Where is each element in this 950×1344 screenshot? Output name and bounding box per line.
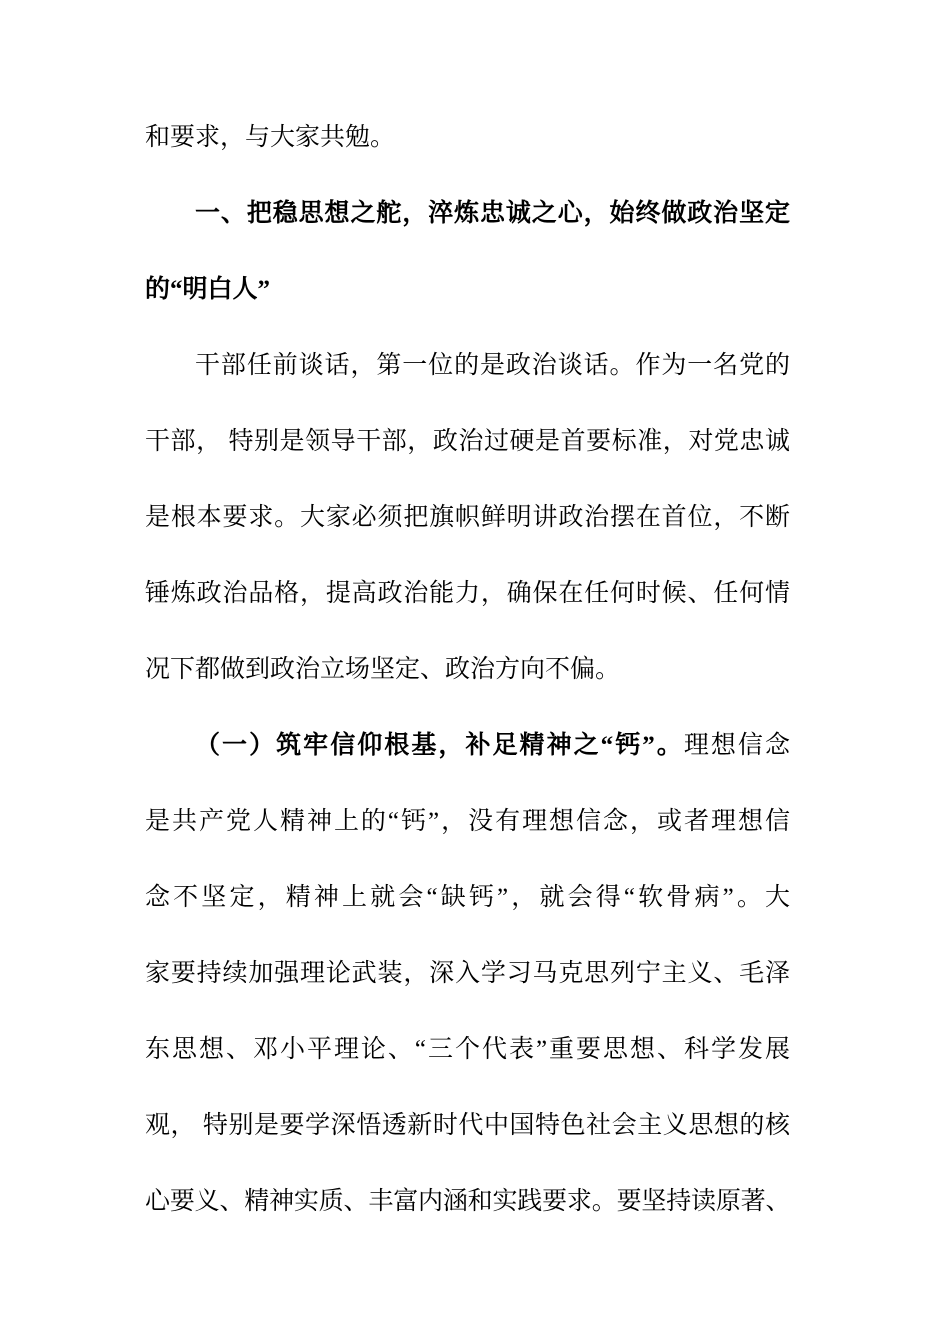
text-run: 理想信念 [683,732,790,759]
para-2-line-5 [145,632,790,708]
text-run: 和要求，与大家共勉。 [145,124,396,151]
text-run: 是共产党人精神上的“钙”，没有理想信念，或者理想信 [145,808,790,835]
para-3-line-6 [145,1088,790,1164]
para-3-line-5 [145,1012,790,1088]
bold-text-run: （一）筑牢信仰根基，补足精神之“钙”。 [195,732,684,759]
para-3-line-7 [145,1164,790,1240]
para-2-line-3 [145,480,790,556]
text-run: 观， 特别是要学深悟透新时代中国特色社会主义思想的核 [145,1112,790,1139]
text-run: 况下都做到政治立场坚定、政治方向不偏。 [145,656,621,683]
para-2-line-2 [145,404,790,480]
section-1-heading-line-1 [145,176,790,252]
text-run: 锤炼政治品格，提高政治能力，确保在任何时候、任何情 [145,580,790,607]
para-2-line-1 [145,328,790,404]
section-1-heading-line-2 [145,252,790,328]
bold-text-run: 的“明白人” [145,276,271,303]
para-3-line-4 [145,936,790,1012]
para-continuation-line [145,100,790,176]
para-3-line-2 [145,784,790,860]
text-run: 是根本要求。大家必须把旗帜鲜明讲政治摆在首位，不断 [145,504,790,531]
document-body [145,100,790,1240]
para-2-line-4 [145,556,790,632]
bold-text-run: 一、把稳思想之舵，淬炼忠诚之心，始终做政治坚定 [195,200,790,227]
text-run: 心要义、精神实质、丰富内涵和实践要求。要坚持读原著、 [145,1188,790,1215]
para-3-line-3 [145,860,790,936]
text-run: 念不坚定，精神上就会“缺钙”，就会得“软骨病”。大 [145,884,790,911]
text-run: 干部任前谈话，第一位的是政治谈话。作为一名党的 [195,352,790,379]
text-run: 东思想、邓小平理论、“三个代表”重要思想、科学发展 [145,1036,790,1063]
para-3-line-1 [145,708,790,784]
text-run: 干部， 特别是领导干部，政治过硬是首要标准，对党忠诚 [145,428,790,455]
text-run: 家要持续加强理论武装，深入学习马克思列宁主义、毛泽 [145,960,790,987]
